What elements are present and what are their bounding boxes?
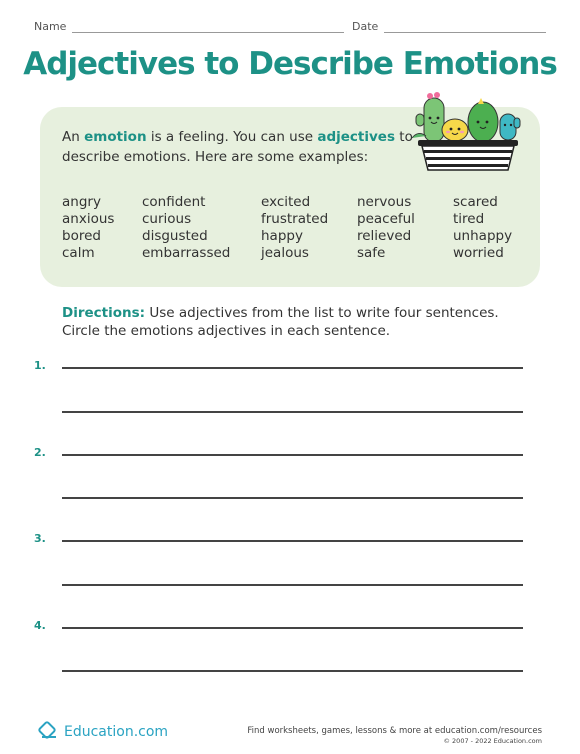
word-item: peaceful (357, 211, 415, 227)
name-field[interactable] (34, 20, 344, 33)
intro-part-1: An (62, 129, 85, 145)
word-item: embarrassed (142, 245, 231, 261)
word-item: worried (453, 245, 504, 261)
word-item: bored (62, 228, 101, 244)
directions-label: Directions: (62, 305, 146, 321)
word-item: jealous (261, 245, 309, 261)
word-item: happy (261, 228, 303, 244)
directions (62, 304, 532, 340)
footer-tagline: Find worksheets, games, lessons & more at education.com/resources (247, 726, 542, 736)
word-item: excited (261, 194, 311, 210)
word-bank (62, 194, 532, 266)
answer-line[interactable] (62, 411, 523, 413)
footer-logo[interactable] (38, 717, 168, 747)
word-item: calm (62, 245, 95, 261)
word-item: disgusted (142, 228, 208, 244)
word-column-2 (142, 194, 230, 262)
word-item: frustrated (261, 211, 329, 227)
answer-line[interactable] (62, 497, 523, 499)
question-number-1: 1. (34, 359, 46, 372)
question-number-4: 4. (34, 619, 46, 632)
intro-part-2: is a feeling. You can use (146, 129, 318, 145)
answer-line[interactable] (62, 670, 523, 672)
question-number-3: 3. (34, 532, 46, 545)
name-label: Name (34, 20, 67, 33)
word-item: nervous (357, 194, 412, 210)
answer-line[interactable] (62, 584, 523, 586)
word-item: relieved (357, 228, 412, 244)
header-fields (34, 20, 544, 38)
answer-line[interactable] (62, 540, 523, 542)
answer-line[interactable] (62, 454, 523, 456)
question-number-2: 2. (34, 446, 46, 459)
cactus-pot-icon (410, 92, 522, 172)
education-logo-icon (38, 721, 60, 743)
name-line[interactable] (72, 21, 344, 33)
date-field[interactable] (352, 20, 546, 33)
directions-text: Use adjectives from the list to write four sentences. Circle the emotions adjectives in each sentence. (62, 305, 499, 339)
answer-line[interactable] (62, 627, 523, 629)
intro-emotion-keyword: emotion (84, 129, 147, 145)
word-column-5 (453, 194, 512, 262)
brand-name: Education.com (64, 724, 169, 740)
word-column-3 (261, 194, 328, 262)
word-item: anxious (62, 211, 115, 227)
footer-copyright: © 2007 - 2022 Education.com (443, 737, 542, 745)
word-item: tired (453, 211, 485, 227)
word-item: safe (357, 245, 386, 261)
answer-line[interactable] (62, 367, 523, 369)
intro-part-3: to describe emotions. Here are some examples: (62, 129, 413, 165)
footer-text (247, 726, 542, 746)
worksheet-title: Adjectives to Describe Emotions (23, 46, 557, 82)
date-line[interactable] (384, 21, 546, 33)
intro-text (62, 127, 414, 167)
word-item: confident (142, 194, 206, 210)
word-column-4 (357, 194, 415, 262)
word-item: scared (453, 194, 498, 210)
date-label: Date (352, 20, 379, 33)
word-item: curious (142, 211, 192, 227)
word-item: angry (62, 194, 101, 210)
word-item: unhappy (453, 228, 513, 244)
intro-adjectives-keyword: adjectives (317, 129, 395, 145)
word-column-1 (62, 194, 114, 262)
